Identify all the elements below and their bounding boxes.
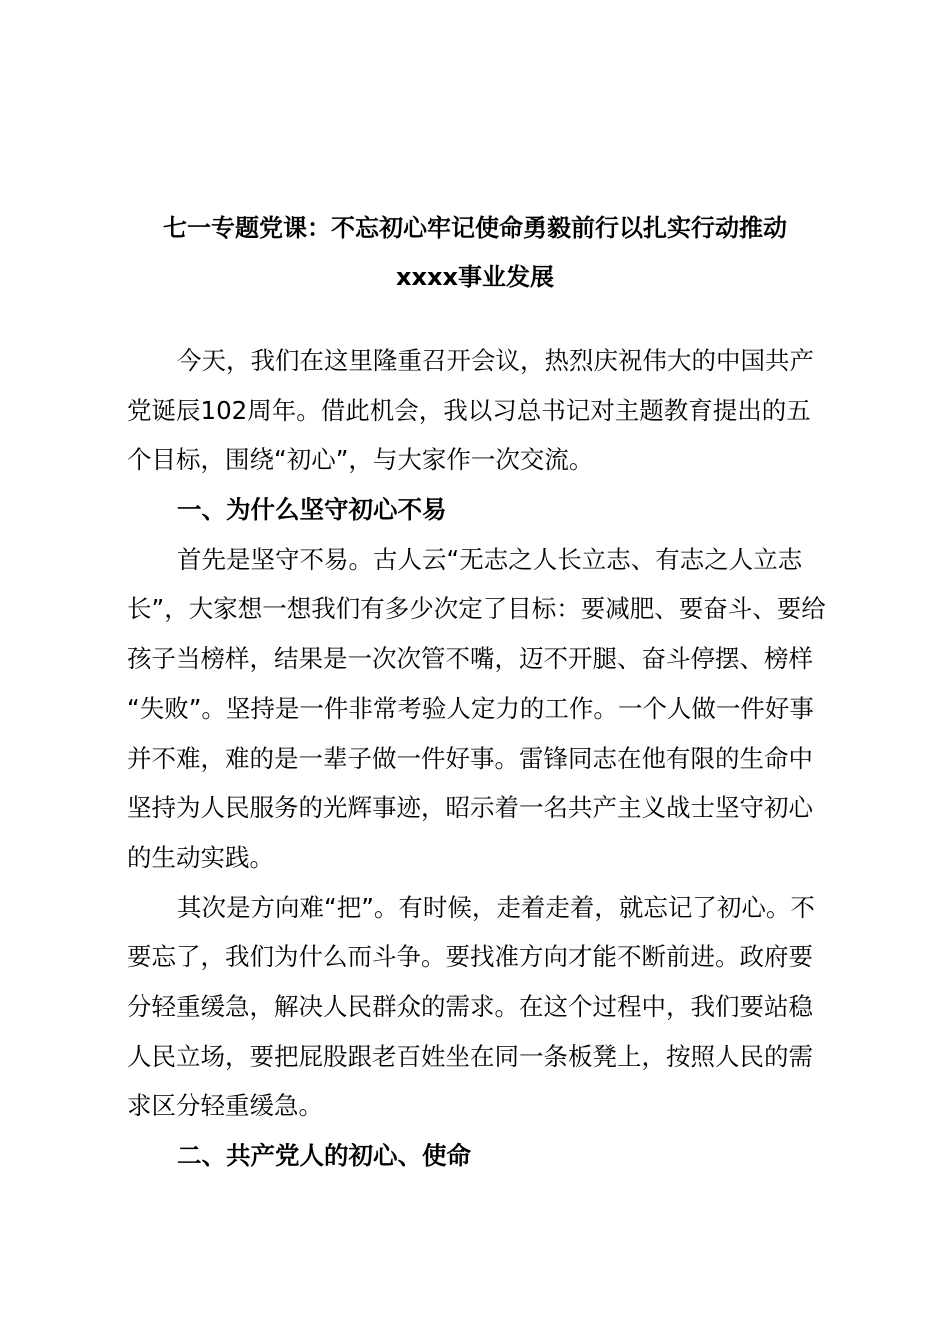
text-line: “失败”。坚持是一件非常考验人定力的工作。一个人做一件好事 [127, 693, 814, 723]
heading-line: 一、为什么坚守初心不易 [177, 495, 447, 525]
text-line: 要忘了，我们为什么而斗争。要找准方向才能不断前进。政府要 [127, 942, 813, 972]
document-title-line-2: xxxx事业发展 [396, 263, 554, 291]
text-line: 并不难，难的是一辈子做一件好事。雷锋同志在他有限的生命中 [127, 743, 813, 773]
paragraph-direction [127, 883, 855, 1131]
text-line: 首先是坚守不易。古人云“无志之人长立志、有志之人立志 [177, 544, 803, 574]
text-line: 其次是方向难“把”。有时候，走着走着，就忘记了初心。不 [177, 892, 815, 922]
heading-line: 二、共产党人的初心、使命 [177, 1141, 471, 1170]
section-heading-1 [127, 485, 855, 535]
paragraph-persistence [127, 535, 855, 883]
text-line: 长”，大家想一想我们有多少次定了目标：要减肥、要奋斗、要给 [127, 594, 826, 624]
text-line: 党诞辰102周年。借此机会，我以习总书记对主题教育提出的五 [127, 395, 811, 425]
paragraph-intro [127, 336, 855, 485]
text-line: 的生动实践。 [127, 842, 274, 872]
text-line: 分轻重缓急，解决人民群众的需求。在这个过程中，我们要站稳 [127, 991, 813, 1021]
document-body [127, 336, 855, 1181]
text-line: 坚持为人民服务的光辉事迹，昭示着一名共产主义战士坚守初心 [127, 793, 813, 823]
text-line: 个目标，围绕“初心”，与大家作一次交流。 [127, 445, 594, 475]
document-title-line-1: 七一专题党课：不忘初心牢记使命勇毅前行以扎实行动推动 [163, 214, 787, 242]
text-line: 求区分轻重缓急。 [127, 1091, 323, 1121]
text-line: 孩子当榜样，结果是一次次管不嘴，迈不开腿、奋斗停摆、榜样 [127, 644, 813, 674]
text-line: 人民立场，要把屁股跟老百姓坐在同一条板凳上，按照人民的需 [127, 1041, 813, 1071]
section-heading-2 [127, 1131, 855, 1181]
text-line: 今天，我们在这里隆重召开会议，热烈庆祝伟大的中国共产 [177, 346, 814, 375]
